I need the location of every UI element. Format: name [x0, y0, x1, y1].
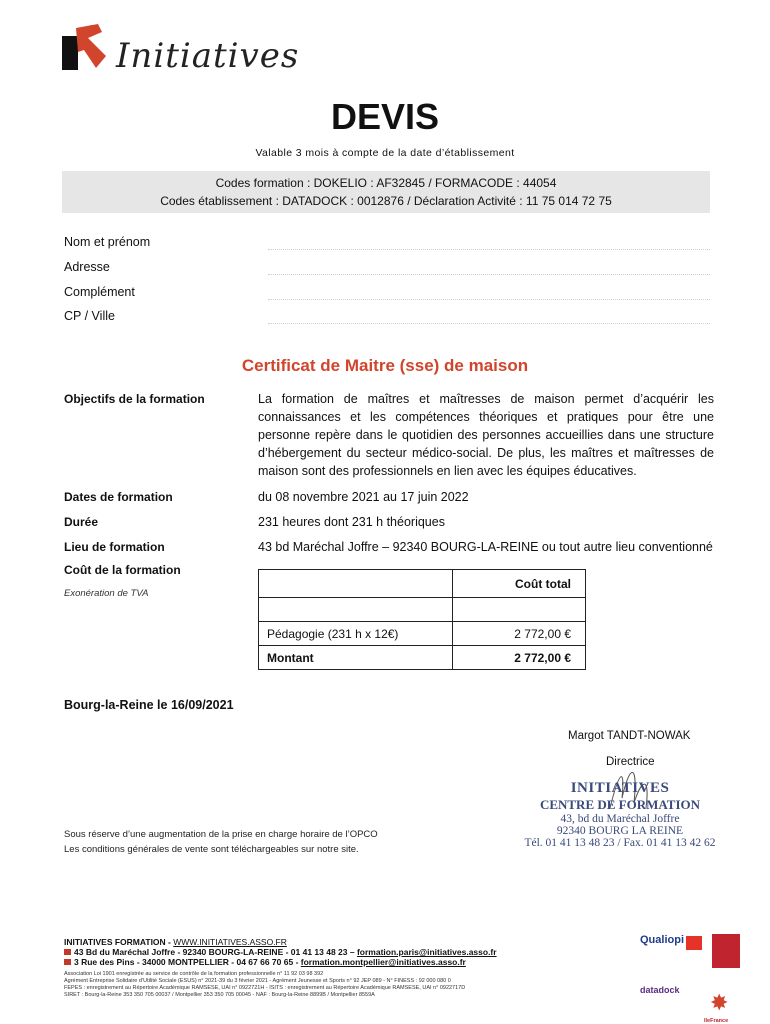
table-cell [259, 598, 453, 622]
duration-label: Durée [64, 515, 99, 529]
field-label-complement: Complément [64, 285, 135, 299]
place-date: Bourg-la-Reine le 16/09/2021 [64, 698, 234, 712]
field-line-complement [268, 299, 710, 300]
footer-email-paris[interactable]: formation.paris@initiatives.asso.fr [356, 947, 497, 957]
dates-label: Dates de formation [64, 490, 173, 504]
brand-logo-text: Initiatives [116, 36, 300, 76]
table-row [259, 598, 586, 622]
footer-website-link[interactable]: WWW.INITIATIVES.ASSO.FR [173, 937, 287, 947]
iledefrance-star-icon: ✸ [710, 990, 729, 1015]
document-title: DEVIS [330, 96, 440, 137]
stamp-line-1: INITIATIVES [570, 780, 670, 796]
table-row [259, 622, 586, 646]
field-line-name [268, 249, 710, 250]
establishment-codes: Codes établissement : DATADOCK : 0012876 / Déclaration Activité : 11 75 014 72 75 [160, 194, 612, 208]
footer-address-paris [64, 947, 497, 957]
table-cell [259, 570, 453, 598]
table-row [259, 570, 586, 598]
field-label-address: Adresse [64, 260, 110, 274]
qualiopi-mark-icon [686, 936, 702, 950]
qualiopi-badge: Qualiopi [640, 934, 684, 946]
company-stamp [520, 780, 720, 849]
stamp-line-3: 43, bd du Maréchal Joffre [560, 813, 680, 825]
total-label: Montant [259, 646, 453, 670]
region-label: IleFrance [704, 1018, 729, 1024]
signer-role: Directrice [606, 756, 655, 768]
footer-legal-1: Association Loi 1901 enregistrée au service de contrôle de la formation professionnelle n° 11 92 03 98 392 [64, 971, 324, 977]
footer-addr2: 3 Rue des Pins - 34000 MONTPELLIER - 04 67 66 70 65 - [74, 957, 301, 967]
terms-note: Les conditions générales de vente sont téléchargeables sur notre site. [64, 844, 359, 855]
cost-table [258, 569, 586, 670]
cost-label: Coût de la formation [64, 563, 181, 577]
initiatives-logo-icon [62, 22, 112, 74]
training-codes: Codes formation : DOKELIO : AF32845 / FORMACODE : 44054 [215, 176, 557, 190]
pedagogy-label: Pédagogie (231 h x 12€) [259, 622, 453, 646]
certificate-title: Certificat de Maitre (sse) de maison [241, 356, 529, 375]
objectives-label: Objectifs de la formation [64, 392, 205, 406]
objectives-text: La formation de maîtres et maîtresses de maison permet d’acquérir les connaissances et les compétences théoriques et pratiques pour être une personne repère dans le quotidien des personnes accueillies dans une structure d’hébergement du secteur médico-social. De plus, les maîtres et maîtresses de maison sont des professionnels en lien avec les équipes éducatives. [258, 392, 714, 478]
place-value: 43 bd Maréchal Joffre – 92340 BOURG-LA-REINE ou tout autre lieu conventionné [258, 540, 713, 554]
field-line-address [268, 274, 710, 275]
pedagogy-value: 2 772,00 € [453, 622, 586, 646]
place-label: Lieu de formation [64, 540, 165, 554]
opco-note: Sous réserve d’une augmentation de la prise en charge horaire de l’OPCO [64, 829, 378, 840]
footer-addr1: 43 Bd du Maréchal Joffre - 92340 BOURG-LA-REINE - 01 41 13 48 23 – [74, 947, 357, 957]
footer-org [64, 937, 287, 947]
footer-address-montpellier [64, 957, 466, 967]
field-label-city: CP / Ville [64, 309, 115, 323]
datadock-badge: datadock [640, 985, 680, 995]
validity-note: Valable 3 mois à compte de la date d’établissement [255, 147, 515, 159]
signer-name: Margot TANDT-NOWAK [568, 730, 691, 742]
duration-value: 231 heures dont 231 h théoriques [258, 515, 445, 529]
field-label-name: Nom et prénom [64, 235, 151, 249]
bullet-icon [64, 949, 71, 955]
stamp-line-2: CENTRE DE FORMATION [539, 797, 701, 812]
cost-header: Coût total [453, 570, 586, 598]
footer-org-name: INITIATIVES FORMATION - [64, 937, 174, 947]
stamp-line-5: Tél. 01 41 13 48 23 / Fax. 01 41 13 42 62 [524, 837, 716, 849]
footer-email-montpellier[interactable]: formation.montpellier@initiatives.asso.fr [300, 957, 466, 967]
total-value: 2 772,00 € [453, 646, 586, 670]
table-row [259, 646, 586, 670]
dates-value: du 08 novembre 2021 au 17 juin 2022 [258, 490, 469, 504]
stamp-line-4: 92340 BOURG LA REINE [556, 825, 684, 837]
footer-legal-2: Agrément Entreprise Solidaire d’Utilité Sociale (ESUS) n° 2021-39 du 3 février 2021 - Agrément Jeunesse et Sports n° 92 JEP 089 - N° FINESS : 92 000 080 0 [64, 978, 451, 984]
tva-note: Exonération de TVA [64, 588, 149, 599]
footer-legal-4: SIRET : Bourg-la-Reine 353 350 705 00037 / Montpellier 353 350 705 00045 - NAF : Bourg-la-Reine 8899B / Montpellier 8559A [64, 992, 375, 998]
table-cell [453, 598, 586, 622]
footer-legal-3: FEPES : enregistrement au Répertoire Académique RAMSESE, UAI n° 0922721H - ISITS : enregistrement au Répertoire Académique RAMSESE, UAI n° 0922717D [64, 985, 466, 991]
bullet-icon [64, 959, 71, 965]
field-line-city [268, 323, 710, 324]
region-logo-icon [712, 934, 740, 968]
